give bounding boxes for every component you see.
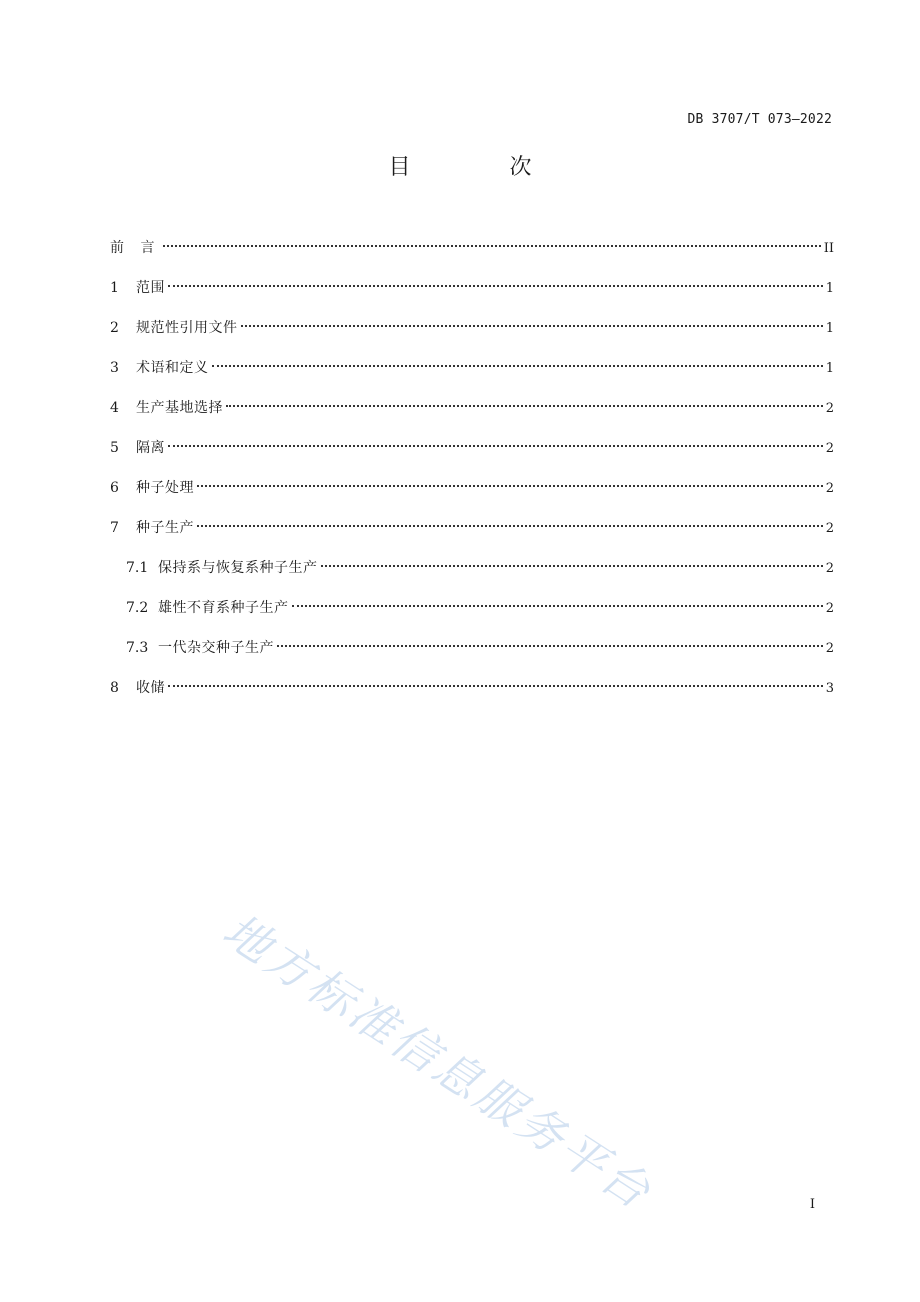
toc-entry[interactable] — [110, 558, 834, 598]
toc-entry[interactable] — [110, 518, 834, 558]
toc-entry[interactable] — [110, 358, 834, 398]
toc-entry-page: 1 — [825, 361, 834, 376]
toc-leader-dots — [168, 285, 823, 287]
toc-entry-page: II — [823, 241, 834, 256]
toc-entry-number: 7.1 — [126, 560, 149, 576]
toc-entry[interactable] — [110, 598, 834, 638]
toc-entry[interactable] — [110, 478, 834, 518]
toc-entry[interactable] — [110, 398, 834, 438]
watermark: 地方标准信息服务平台 — [213, 902, 663, 1221]
toc-entry-label: 术语和定义 — [136, 360, 209, 376]
toc-entry-label: 一代杂交种子生产 — [158, 640, 274, 656]
toc-entry-label: 收储 — [136, 680, 165, 696]
toc-entry-page: 2 — [825, 561, 834, 576]
toc-entry-number: 1 — [110, 280, 119, 296]
toc-leader-dots — [168, 685, 823, 687]
toc-entry-number: 4 — [110, 400, 119, 416]
toc-entry-page: 2 — [825, 481, 834, 496]
toc-entry-page: 1 — [825, 281, 834, 296]
toc-entry-page: 2 — [825, 401, 834, 416]
toc-entry-label: 种子处理 — [136, 480, 194, 496]
toc-leader-dots — [321, 565, 823, 567]
toc-entry-number: 7.2 — [126, 600, 149, 616]
toc-entry[interactable] — [110, 318, 834, 358]
toc-leader-dots — [197, 525, 823, 527]
toc-entry[interactable] — [110, 638, 834, 678]
toc-entry-label: 前 言 — [110, 240, 161, 256]
toc-entry-number: 8 — [110, 680, 119, 696]
toc-entry-page: 2 — [825, 441, 834, 456]
toc-entry-label: 范围 — [136, 280, 165, 296]
toc-entry-number: 5 — [110, 440, 119, 456]
toc-entry-number: 3 — [110, 360, 119, 376]
page-number: I — [809, 1197, 815, 1212]
toc-entry[interactable] — [110, 278, 834, 318]
toc-leader-dots — [292, 605, 823, 607]
toc-leader-dots — [241, 325, 823, 327]
toc-entry[interactable] — [110, 678, 834, 718]
toc-entry[interactable] — [110, 438, 834, 478]
toc-leader-dots — [277, 645, 823, 647]
toc-entry-label: 保持系与恢复系种子生产 — [158, 560, 318, 576]
page-title: 目 次 — [388, 155, 578, 180]
table-of-contents — [110, 238, 834, 718]
toc-entry-label: 种子生产 — [136, 520, 194, 536]
toc-entry-number: 7.3 — [126, 640, 149, 656]
toc-leader-dots — [226, 405, 823, 407]
toc-entry-number: 2 — [110, 320, 119, 336]
toc-entry[interactable] — [110, 238, 834, 278]
toc-entry-label: 生产基地选择 — [136, 400, 223, 416]
toc-entry-page: 2 — [825, 641, 834, 656]
toc-entry-page: 3 — [825, 681, 834, 696]
toc-leader-dots — [163, 245, 820, 247]
toc-entry-page: 2 — [825, 521, 834, 536]
toc-leader-dots — [168, 445, 823, 447]
toc-entry-number: 6 — [110, 480, 119, 496]
toc-entry-number: 7 — [110, 520, 119, 536]
toc-entry-label: 隔离 — [136, 440, 165, 456]
toc-leader-dots — [197, 485, 823, 487]
document-code: DB 3707/T 073—2022 — [687, 112, 832, 127]
toc-entry-label: 雄性不育系种子生产 — [158, 600, 289, 616]
toc-entry-page: 1 — [825, 321, 834, 336]
toc-entry-page: 2 — [825, 601, 834, 616]
toc-entry-label: 规范性引用文件 — [136, 320, 238, 336]
toc-leader-dots — [212, 365, 823, 367]
